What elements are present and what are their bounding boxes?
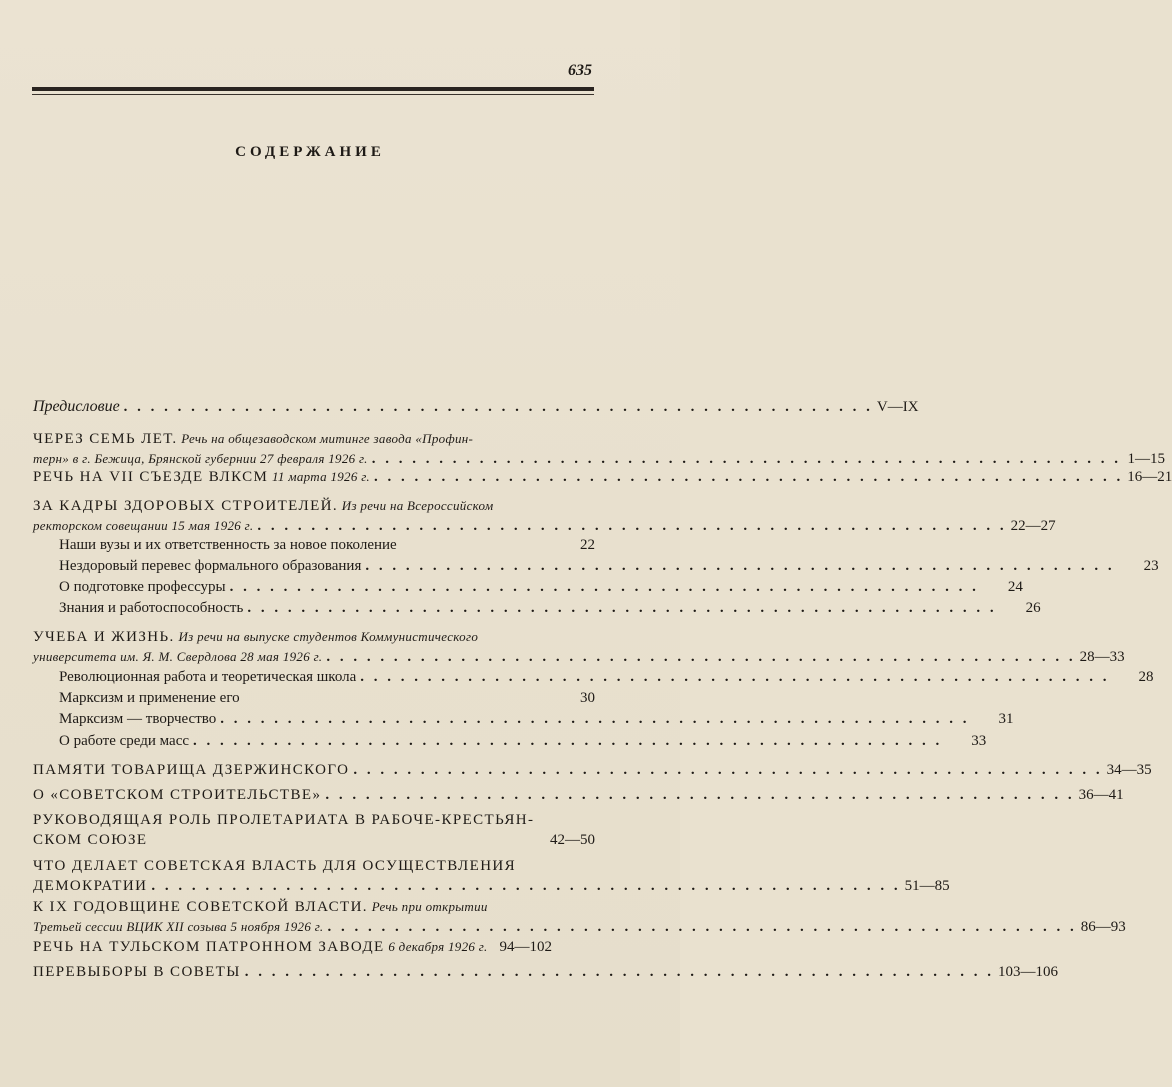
- subentry-title: О работе среди масс: [59, 733, 190, 749]
- entry-heading-cont: ДЕМОКРАТИИ: [33, 878, 148, 894]
- entry-description: Из речи на выпуске студентов Коммунистического: [178, 629, 479, 644]
- entry-heading: К IX ГОДОВЩИНЕ СОВЕТСКОЙ ВЛАСТИ.: [33, 899, 368, 915]
- entry-heading-cont: СКОМ СОЮЗЕ: [33, 832, 148, 848]
- entry-pages: V—IX: [876, 399, 919, 415]
- page-number: 635: [568, 62, 592, 79]
- entry-pages: 1—15: [1127, 451, 1165, 467]
- entry-pages: 86—93: [1080, 919, 1126, 935]
- entry-pages: 34—35: [1106, 762, 1152, 778]
- entry-heading: О «СОВЕТСКОМ СТРОИТЕЛЬСТВЕ»: [33, 787, 322, 803]
- subentry-title: Наши вузы и их ответственность за новое поколение: [59, 537, 397, 553]
- toc-entry-tula-plant: [33, 937, 595, 957]
- toc-subentry: [59, 688, 595, 708]
- subentry-title: О подготовке профессуры: [59, 579, 226, 595]
- entry-heading: РЕЧЬ НА ТУЛЬСКОМ ПАТРОННОМ ЗАВОДЕ: [33, 939, 385, 955]
- subentry-title: Марксизм — творчество: [59, 711, 217, 727]
- toc-subentry: [59, 577, 1023, 597]
- entry-heading: ПАМЯТИ ТОВАРИЩА ДЗЕРЖИНСКОГО: [33, 762, 350, 778]
- entry-pages: 51—85: [904, 878, 950, 894]
- toc-subentry: [59, 556, 1159, 576]
- entry-description: 11 марта 1926 г.: [272, 469, 370, 484]
- subentry-page: 24: [1007, 579, 1023, 595]
- entry-description-cont: ректорском совещании 15 мая 1926 г.: [33, 518, 254, 533]
- subentry-page: 33: [971, 733, 987, 749]
- entry-pages: 36—41: [1078, 787, 1124, 803]
- entry-pages: 103—106: [997, 964, 1058, 980]
- subentry-title: Революционная работа и теоретическая школа: [59, 669, 357, 685]
- entry-heading: ЧТО ДЕЛАЕТ СОВЕТСКАЯ ВЛАСТЬ ДЛЯ ОСУЩЕСТВЛЕНИЯ: [33, 858, 517, 874]
- toc-entry-vlksm-speech: [33, 467, 1172, 487]
- toc-entry-study-and-life: [33, 627, 1125, 667]
- subentry-page: 31: [998, 711, 1014, 727]
- entry-description: Из речи на Всероссийском: [341, 498, 494, 513]
- leader-dots: . . . . . . . . . . . . . . . . . . . . . . . . . . . . . . . . . . . . . . . . . . . . . . . . . . . . . . . .: [327, 919, 1077, 935]
- entry-heading: ЧЕРЕЗ СЕМЬ ЛЕТ.: [33, 431, 178, 447]
- subentry-page: 22: [580, 537, 595, 553]
- leader-dots: . . . . . . . . . . . . . . . . . . . . . . . . . . . . . . . . . . . . . . . . . . . . . . . . . . . . . . . .: [193, 733, 943, 749]
- toc-entry-proletariat-role: [33, 810, 595, 850]
- leader-dots: . . . . . . . . . . . . . . . . . . . . . . . . . . . . . . . . . . . . . . . . . . . . . . . . . . . . . . . .: [353, 762, 1103, 778]
- leader-dots: . . . . . . . . . . . . . . . . . . . . . . . . . . . . . . . . . . . . . . . . . . . . . . . . . . . . . . . .: [220, 711, 970, 727]
- subentry-title: Знания и работоспособность: [59, 600, 244, 616]
- leader-dots: . . . . . . . . . . . . . . . . . . . . . . . . . . . . . . . . . . . . . . . . . . . . . . . . . . . . . . . .: [247, 600, 997, 616]
- toc-entry-dzerzhinsky: [33, 760, 1152, 780]
- subentry-page: 23: [1143, 558, 1159, 574]
- toc-entry-re-elections: [33, 962, 1058, 982]
- entry-description-cont: университета им. Я. М. Свердлова 28 мая 1926 г.: [33, 649, 323, 664]
- leader-dots: . . . . . . . . . . . . . . . . . . . . . . . . . . . . . . . . . . . . . . . . . . . . . . . . . . . . . . . .: [244, 964, 994, 980]
- leader-dots: . . . . . . . . . . . . . . . . . . . . . . . . . . . . . . . . . . . . . . . . . . . . . . . . . . . . . . . .: [151, 878, 901, 894]
- entry-description-cont: терн» в г. Бежица, Брянской губернии 27 февраля 1926 г.: [33, 451, 368, 466]
- leader-dots: . . . . . . . . . . . . . . . . . . . . . . . . . . . . . . . . . . . . . . . . . . . . . . . . . . . . . . . .: [257, 518, 1007, 534]
- toc-subentry: [59, 598, 1041, 618]
- entry-heading: ЗА КАДРЫ ЗДОРОВЫХ СТРОИТЕЛЕЙ.: [33, 498, 339, 514]
- toc-subentry: [59, 667, 1154, 687]
- leader-dots: . . . . . . . . . . . . . . . . . . . . . . . . . . . . . . . . . . . . . . . . . . . . . . . . . . . . . . . .: [229, 579, 979, 595]
- leader-dots: . . . . . . . . . . . . . . . . . . . . . . . . . . . . . . . . . . . . . . . . . . . . . . . . . . . . . . . .: [365, 558, 1115, 574]
- entry-pages: 16—21: [1127, 469, 1172, 485]
- entry-description: 6 декабря 1926 г.: [388, 939, 488, 954]
- entry-description: Речь на общезаводском митинге завода «Профин-: [181, 431, 474, 446]
- toc-subentry: [59, 535, 595, 555]
- leader-dots: . . . . . . . . . . . . . . . . . . . . . . . . . . . . . . . . . . . . . . . . . . . . . . . . . . . . . . . .: [371, 451, 1121, 467]
- toc-entry-democracy: [33, 856, 950, 896]
- subentry-title: Нездоровый перевес формального образования: [59, 558, 362, 574]
- leader-dots: . . . . . . . . . . . . . . . . . . . . . . . . . . . . . . . . . . . . . . . . . . . . . . . . . . . . . . . .: [123, 399, 873, 415]
- subentry-page: 28: [1138, 669, 1154, 685]
- toc-subentry: [59, 709, 1014, 729]
- entry-pages: 94—102: [499, 939, 553, 955]
- subentry-title: Марксизм и применение его: [59, 690, 240, 706]
- subentry-page: 30: [580, 690, 595, 706]
- entry-pages: 42—50: [550, 832, 595, 848]
- entry-heading: РУКОВОДЯЩАЯ РОЛЬ ПРОЛЕТАРИАТА В РАБОЧЕ-КРЕСТЬЯН-: [33, 812, 535, 828]
- entry-heading: РЕЧЬ НА VII СЪЕЗДЕ ВЛКСМ: [33, 469, 269, 485]
- leader-dots: . . . . . . . . . . . . . . . . . . . . . . . . . . . . . . . . . . . . . . . . . . . . . . . . . . . . . . . .: [326, 649, 1076, 665]
- toc-entry-preface: [33, 397, 919, 417]
- entry-description-cont: Третьей сессии ВЦИК XII созыва 5 ноября 1926 г.: [33, 919, 324, 934]
- entry-heading: ПЕРЕВЫБОРЫ В СОВЕТЫ: [33, 964, 241, 980]
- entry-pages: 22—27: [1010, 518, 1056, 534]
- entry-heading: УЧЕБА И ЖИЗНЬ.: [33, 629, 175, 645]
- header-rule-thick: [32, 87, 594, 91]
- toc-entry-soviet-construction: [33, 785, 1124, 805]
- subentry-page: 26: [1025, 600, 1041, 616]
- leader-dots: . . . . . . . . . . . . . . . . . . . . . . . . . . . . . . . . . . . . . . . . . . . . . . . . . . . . . . . .: [373, 469, 1124, 485]
- toc-subentry: [59, 731, 987, 751]
- toc-entry-seven-years: [33, 429, 1165, 469]
- contents-title: СОДЕРЖАНИЕ: [235, 144, 385, 160]
- leader-dots: . . . . . . . . . . . . . . . . . . . . . . . . . . . . . . . . . . . . . . . . . . . . . . . . . . . . . . . .: [325, 787, 1075, 803]
- entry-title: Предисловие: [33, 398, 120, 415]
- toc-entry-ninth-anniversary: [33, 897, 1126, 937]
- leader-dots: . . . . . . . . . . . . . . . . . . . . . . . . . . . . . . . . . . . . . . . . . . . . . . . . . . . . . . . .: [360, 669, 1110, 685]
- entry-pages: 28—33: [1079, 649, 1125, 665]
- toc-entry-healthy-builders: [33, 496, 1056, 536]
- entry-description: Речь при открытии: [371, 899, 488, 914]
- header-rule-thin: [32, 94, 594, 95]
